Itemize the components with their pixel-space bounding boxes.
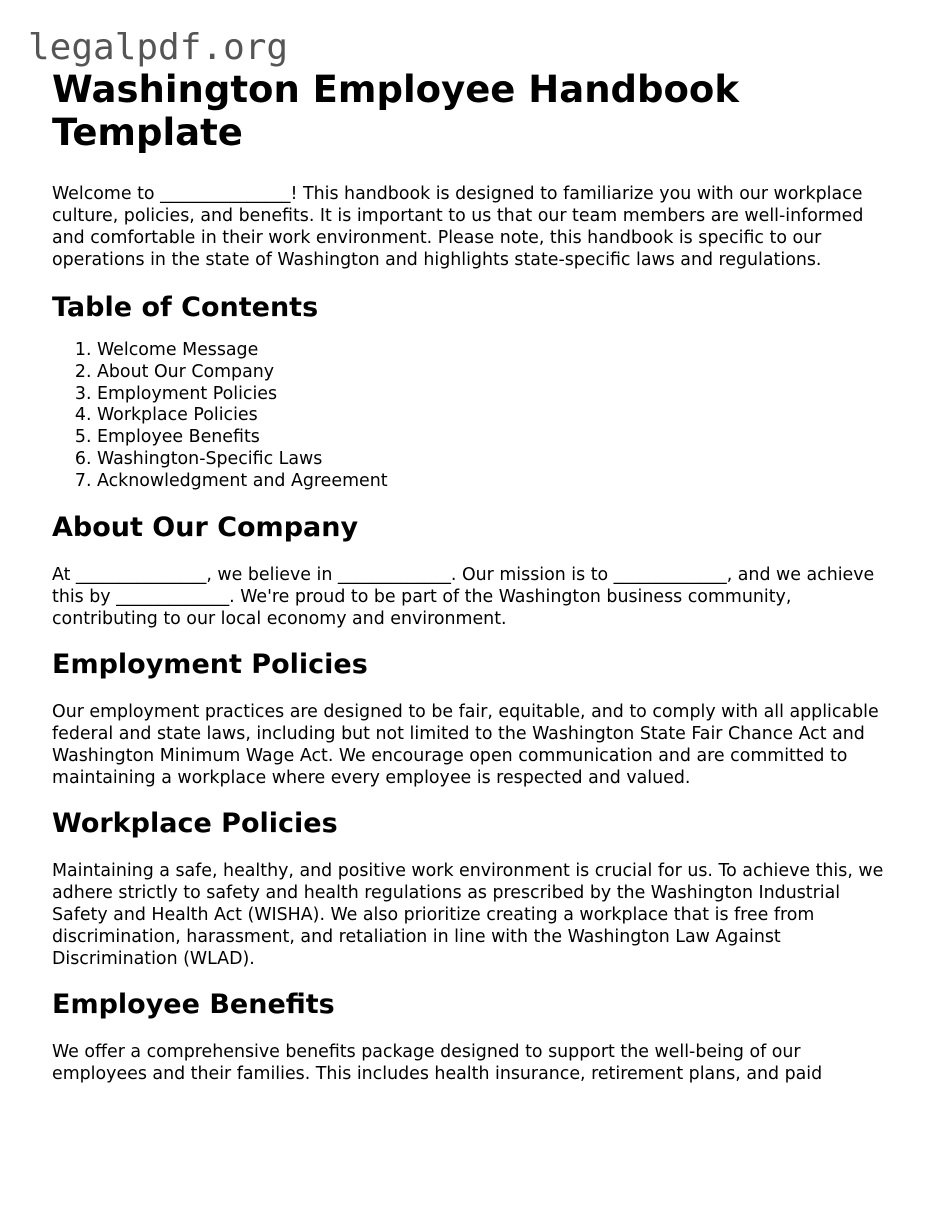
employment-paragraph: Our employment practices are designed to be fair, equitable, and to comply with all applicable federal and state laws, including but not limited to the Washington State Fair Chance Act and Washington Minimum Wage Act. We encourage open communication and are committed to maintaining a workplace where every employee is respected and valued.	[52, 701, 879, 788]
toc-item: 6. Washington-Specific Laws	[97, 449, 892, 471]
benefits-paragraph: We offer a comprehensive benefits package designed to support the well-being of our employees and their families. This includes health insurance, retirement plans, and paid	[52, 1041, 823, 1084]
toc-item: 2. About Our Company	[97, 362, 892, 384]
toc-item: 1. Welcome Message	[97, 340, 892, 362]
workplace-paragraph: Maintaining a safe, healthy, and positive work environment is crucial for us. To achieve this, we adhere strictly to safety and health regulations as prescribed by the Washington Industrial Safety and Health Act (WISHA). We also prioritize creating a workplace that is free from discrimination, harassment, and retaliation in line with the Washington Law Against Discrimination (WLAD).	[52, 860, 884, 969]
about-heading: About Our Company	[52, 511, 359, 543]
intro-paragraph: Welcome to _______________! This handbook is designed to familiarize you with our workplace culture, policies, and benefits. It is important to us that our team members are well-informed and comfortable in their work environment. Please note, this handbook is specific to our operations in the state of Washington and highlights state-specific laws and regulations.	[52, 184, 864, 270]
document-title: Washington Employee Handbook Template	[52, 68, 739, 154]
document-page	[52, 68, 892, 1085]
benefits-heading: Employee Benefits	[52, 988, 335, 1020]
employment-heading: Employment Policies	[52, 648, 368, 680]
toc-list	[52, 340, 892, 493]
toc-heading: Table of Contents	[52, 292, 319, 323]
toc-item: 4. Workplace Policies	[97, 405, 892, 427]
toc-item: 5. Employee Benefits	[97, 427, 892, 449]
toc-item: 3. Employment Policies	[97, 384, 892, 406]
about-paragraph: At _______________, we believe in _____________. Our mission is to _____________, and we achieve this by _____________. We're proud to be part of the Washington business community, contributing to our local economy and environment.	[52, 564, 875, 629]
toc-item: 7. Acknowledgment and Agreement	[97, 471, 892, 493]
workplace-heading: Workplace Policies	[52, 807, 338, 839]
watermark-logo: legalpdf.org	[28, 27, 289, 68]
